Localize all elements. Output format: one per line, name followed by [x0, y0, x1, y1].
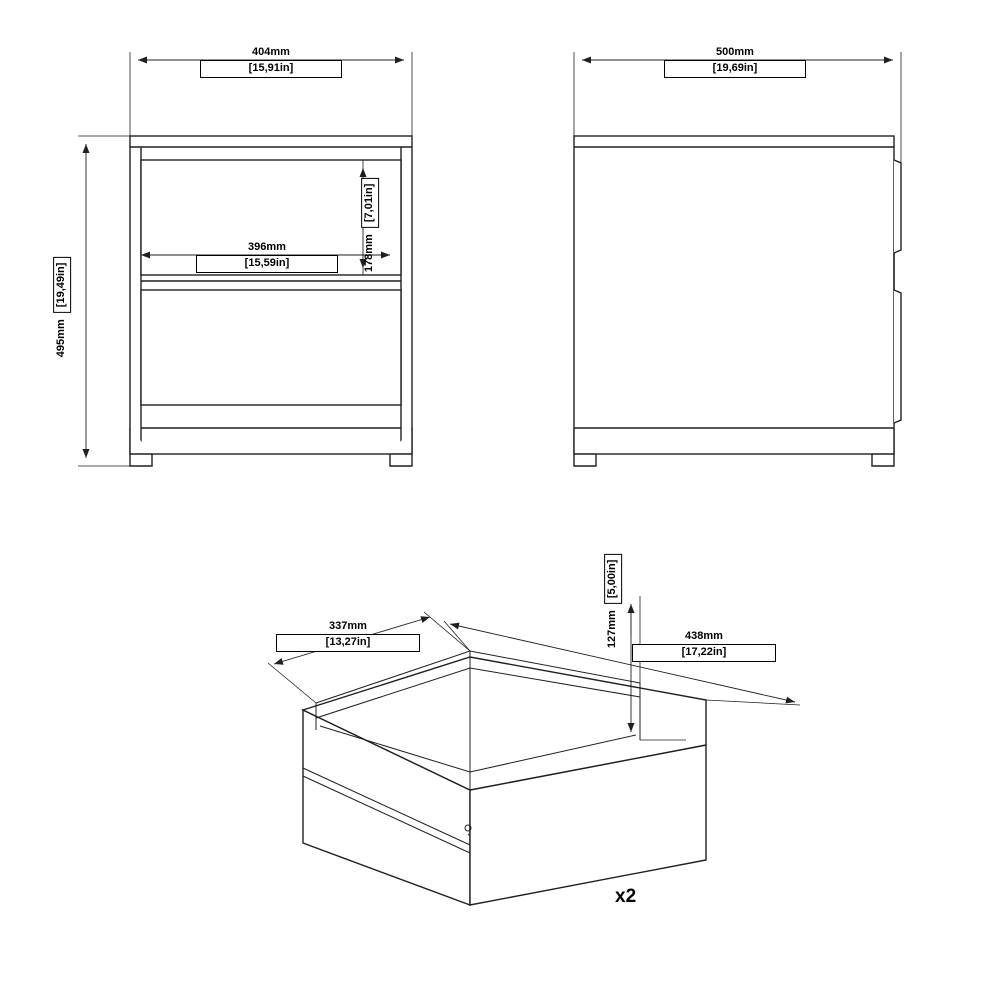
dim-front-width: 404mm [15,91in]: [200, 46, 342, 78]
dim-drawer-box-depth: 438mm [17,22in]: [632, 630, 776, 662]
side-view-group: [574, 52, 901, 466]
dim-drawer-box-height: 127mm [5,00in]: [604, 533, 622, 669]
dim-drawer-front-width: 396mm [15,59in]: [196, 241, 338, 273]
drawer-quantity-label: x2: [615, 886, 637, 907]
dim-drawer-box-width: 337mm [13,27in]: [276, 620, 420, 652]
dim-front-height: 495mm [19,49in]: [53, 237, 71, 377]
dim-side-depth: 500mm [19,69in]: [664, 46, 806, 78]
dim-drawer-front-height: 178mm [7,01in]: [361, 158, 379, 292]
